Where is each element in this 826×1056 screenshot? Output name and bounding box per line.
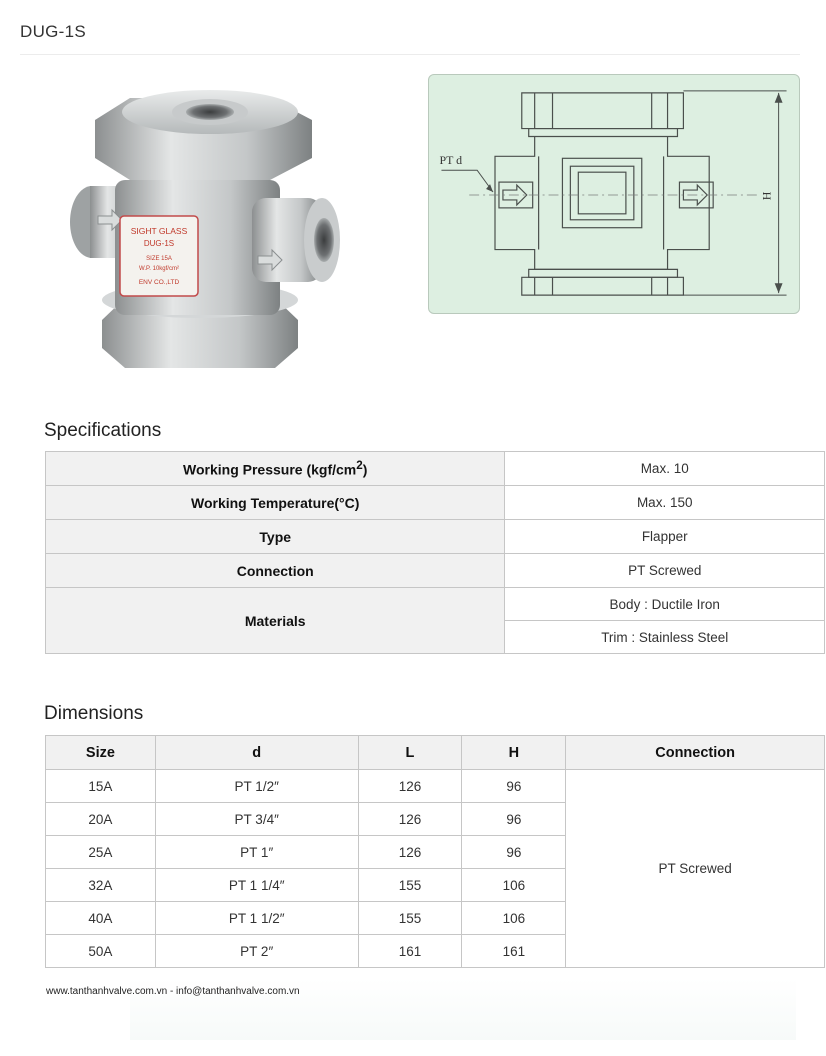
- table-row: [46, 588, 825, 621]
- cell-connection: PT Screwed: [566, 770, 825, 968]
- table-row: [46, 770, 825, 803]
- cell-size: 40A: [46, 902, 156, 935]
- spec-value: Trim : Stainless Steel: [505, 621, 825, 654]
- cell-l: 155: [358, 902, 462, 935]
- spec-key-text: Working Pressure (kgf/cm: [183, 461, 357, 478]
- cell-d: PT 1/2″: [155, 770, 358, 803]
- cell-h: 106: [462, 902, 566, 935]
- specifications-table: [45, 451, 825, 654]
- page-title: DUG-1S: [20, 22, 87, 41]
- cell-size: 15A: [46, 770, 156, 803]
- spec-key: Materials: [46, 588, 505, 654]
- table-row: [46, 452, 825, 486]
- spec-value: Max. 10: [505, 452, 825, 486]
- specifications-heading: Specifications: [44, 420, 162, 441]
- cell-d: PT 1″: [155, 836, 358, 869]
- cell-size: 32A: [46, 869, 156, 902]
- cell-size: 20A: [46, 803, 156, 836]
- cell-d: PT 1 1/4″: [155, 869, 358, 902]
- dimensions-heading: Dimensions: [44, 703, 144, 724]
- cell-h: 161: [462, 935, 566, 968]
- plate-text-3: SIZE 15A: [146, 256, 172, 262]
- spec-key: Type: [46, 520, 505, 554]
- diagram-label-pt: PT d: [439, 153, 463, 168]
- plate-text-2: DUG-1S: [143, 239, 175, 248]
- cell-l: 161: [358, 935, 462, 968]
- cell-d: PT 3/4″: [155, 803, 358, 836]
- product-photo: [20, 80, 400, 400]
- spec-value: Body : Ductile Iron: [505, 588, 825, 621]
- column-header: Connection: [566, 736, 825, 770]
- spec-key: Connection: [46, 554, 505, 588]
- diagram-label-h: H: [759, 191, 774, 201]
- cell-l: 155: [358, 869, 462, 902]
- column-header: Size: [46, 736, 156, 770]
- plate-text-4: W.P. 10kgf/cm²: [139, 266, 179, 272]
- spec-value: Max. 150: [505, 486, 825, 520]
- column-header: H: [462, 736, 566, 770]
- cell-l: 126: [358, 803, 462, 836]
- table-row: [46, 520, 825, 554]
- cell-l: 126: [358, 836, 462, 869]
- cell-h: 96: [462, 836, 566, 869]
- table-row: [46, 486, 825, 520]
- spec-key-end: ): [362, 461, 368, 478]
- column-header: d: [155, 736, 358, 770]
- spec-key: [46, 452, 505, 486]
- cell-h: 106: [462, 869, 566, 902]
- footer-contact: www.tanthanhvalve.com.vn - info@tanthanhvalve.com.vn: [46, 986, 300, 997]
- cell-d: PT 1 1/2″: [155, 902, 358, 935]
- technical-drawing: [428, 74, 800, 314]
- cell-h: 96: [462, 803, 566, 836]
- cell-size: 25A: [46, 836, 156, 869]
- spec-key-sup: 2: [356, 459, 363, 473]
- spec-value: Flapper: [505, 520, 825, 554]
- column-header: L: [358, 736, 462, 770]
- cell-h: 96: [462, 770, 566, 803]
- cell-size: 50A: [46, 935, 156, 968]
- dimensions-table: [45, 735, 825, 968]
- plate-text-5: ENV CO.,LTD: [138, 279, 180, 286]
- spec-key: Working Temperature(°C): [46, 486, 505, 520]
- cell-d: PT 2″: [155, 935, 358, 968]
- table-header-row: [46, 736, 825, 770]
- plate-text-1: SIGHT GLASS: [130, 226, 188, 236]
- cell-l: 126: [358, 770, 462, 803]
- title-divider: [20, 54, 800, 55]
- spec-value: PT Screwed: [505, 554, 825, 588]
- table-row: [46, 554, 825, 588]
